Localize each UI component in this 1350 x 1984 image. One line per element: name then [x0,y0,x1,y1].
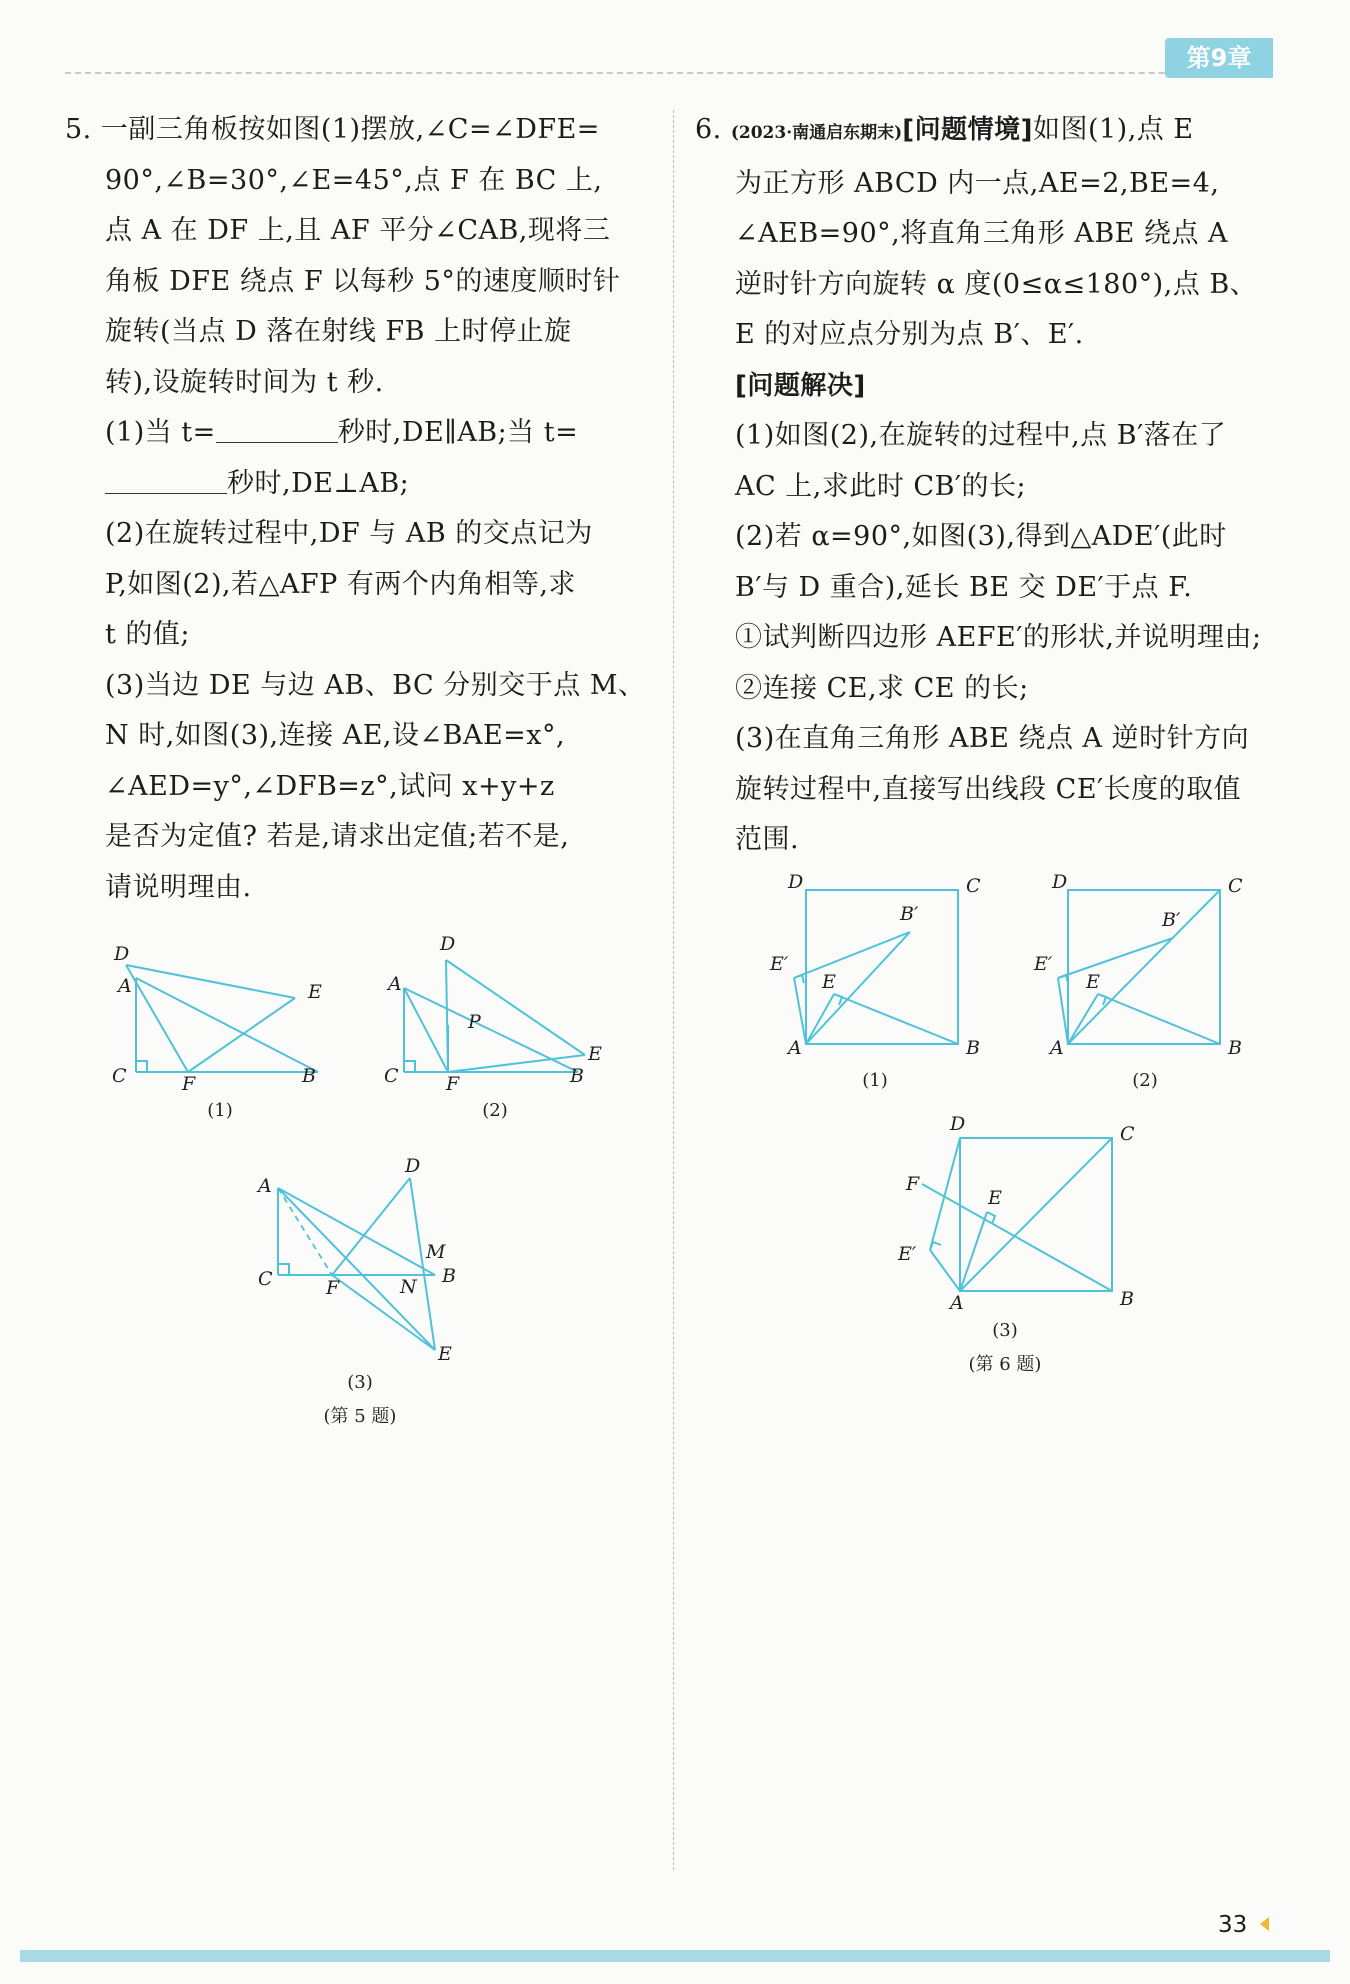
label-F: F [446,1073,460,1095]
label-E: E [588,1043,602,1065]
question-6 [695,105,1295,866]
q5-line: 点 A 在 DF 上,且 AF 平分∠CAB,现将三 [105,215,611,246]
label-F: F [182,1073,196,1095]
q5-figure-2 [380,920,610,1100]
label-B: B [1120,1288,1134,1310]
answer-blank[interactable] [105,463,227,494]
q5-part-3: ∠AED=y°,∠DFB=z°,试问 x+y+z [105,770,555,802]
page-number: 33 [1218,1912,1248,1938]
label-Bp: B′ [900,903,919,925]
label-A: A [258,1175,272,1197]
label-A: A [788,1037,802,1059]
label-E: E [822,971,836,993]
label-Ep: E′ [770,953,789,975]
label-E: E [438,1343,452,1365]
label-Ep: E′ [898,1243,917,1265]
label-B: B [570,1065,584,1087]
label-N: N [400,1276,417,1298]
column-divider [673,110,674,1870]
q6-line: ∠AEB=90°,将直角三角形 ABE 绕点 A [735,218,1229,249]
q6-figure-1 [760,870,990,1060]
label-B: B [966,1037,980,1059]
q6-figure-title: (第 6 题) [968,1354,1042,1375]
q6-part: B′与 D 重合),延长 BE 交 DE′于点 F. [735,571,1193,603]
q6-part: ①试判断四边形 AEFE′的形状,并说明理由; [735,622,1262,653]
q6-line: 为正方形 ABCD 内一点,AE=2,BE=4, [735,167,1220,199]
q6-caption-3: (3) [992,1320,1018,1341]
label-C: C [258,1268,273,1290]
q6-figure-2 [1030,870,1260,1060]
q5-line: 5. 一副三角板按如图(1)摆放,∠C=∠DFE= [65,114,600,145]
label-B: B [1228,1037,1242,1059]
chapter-tab: 第9章 [1165,38,1273,78]
q6-part: (3)在直角三角形 ABE 绕点 A 逆时针方向 [735,723,1250,754]
label-F: F [326,1277,340,1299]
q5-figure-1 [100,930,340,1095]
q5-line: 转),设旋转时间为 t 秒. [105,366,384,398]
q5-part-3: N 时,如图(3),连接 AE,设∠BAE=x°, [105,720,566,751]
q5-part-3: 请说明理由. [105,871,252,903]
label-C: C [112,1065,127,1087]
q5-part-3: (3)当边 DE 与边 AB、BC 分别交于点 M、 [105,669,646,701]
label-Bp: B′ [1162,909,1181,931]
q5-line: 角板 DFE 绕点 F 以每秒 5°的速度顺时针 [105,265,621,297]
q5-part-2: t 的值; [105,619,191,650]
label-A: A [118,975,132,997]
label-A: A [1050,1037,1064,1059]
label-P: P [468,1011,481,1033]
label-D: D [950,1113,966,1135]
q6-caption-2: (2) [1132,1070,1158,1091]
q6-tag-solve: [问题解决] [735,370,866,401]
q5-part-3: 是否为定值? 若是,请求出定值;若不是, [105,821,570,852]
q6-part: AC 上,求此时 CB′的长; [735,470,1027,502]
q6-part: 旋转过程中,直接写出线段 CE′长度的取值 [735,773,1242,805]
label-E: E [988,1187,1002,1209]
q5-part-1-cont: 秒时,DE⊥AB; [65,459,665,510]
label-D: D [440,933,456,955]
q6-part: 范围. [735,824,800,855]
label-B: B [442,1265,456,1287]
q5-line: 90°,∠B=30°,∠E=45°,点 F 在 BC 上, [105,164,603,196]
q6-part: (2)若 α=90°,如图(3),得到△ADE′(此时 [735,521,1227,552]
label-D: D [1052,871,1068,893]
q5-figure-title: (第 5 题) [323,1406,397,1427]
q6-part: ②连接 CE,求 CE 的长; [735,672,1029,704]
q6-part: (1)如图(2),在旋转的过程中,点 B′落在了 [735,420,1227,451]
label-E: E [1086,971,1100,993]
label-B: B [302,1065,316,1087]
q5-caption-3: (3) [347,1372,373,1393]
q5-caption-2: (2) [482,1100,508,1121]
q5-line: 旋转(当点 D 落在射线 FB 上时停止旋 [105,316,572,347]
label-D: D [788,871,804,893]
label-C: C [1228,875,1243,897]
label-M: M [426,1241,446,1263]
q6-line: 逆时针方向旋转 α 度(0≤α≤180°),点 B、 [735,268,1258,300]
label-C: C [1120,1123,1135,1145]
q6-tag-situation: [问题情境] [902,115,1033,145]
label-C: C [966,875,981,897]
label-A: A [388,973,402,995]
question-5 [65,105,665,913]
q6-source: (2023·南通启东期末) [730,123,903,143]
label-Ep: E′ [1034,953,1053,975]
q5-part-2: P,如图(2),若△AFP 有两个内角相等,求 [105,568,576,600]
q5-caption-1: (1) [207,1100,233,1121]
q5-part-2: (2)在旋转过程中,DF 与 AB 的交点记为 [105,518,593,549]
label-E: E [308,981,322,1003]
q6-caption-1: (1) [862,1070,888,1091]
label-C: C [384,1065,399,1087]
label-D: D [405,1155,421,1177]
q6-figure-3 [870,1110,1140,1320]
label-A: A [950,1292,964,1314]
page-arrow-icon [1260,1917,1269,1931]
q6-line: E 的对应点分别为点 B′、E′. [735,319,1084,350]
header-rule [65,72,1245,74]
footer-bar [20,1950,1330,1962]
label-F: F [906,1173,920,1195]
q5-part-1: (1)当 t= 秒时,DE∥AB;当 t= [65,408,665,459]
q6-line-1: 6. (2023·南通启东期末)[问题情境]如图(1),点 E [695,114,1194,145]
label-D: D [114,943,130,965]
q5-figure-3 [250,1150,500,1370]
answer-blank[interactable] [216,412,338,443]
